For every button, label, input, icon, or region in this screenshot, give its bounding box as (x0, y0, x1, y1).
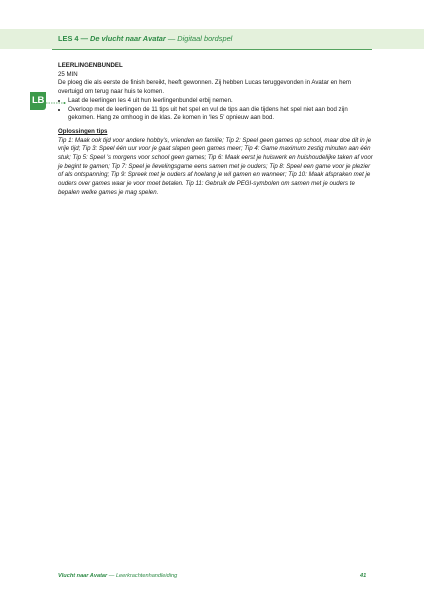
lesson-subtitle: Digitaal bordspel (177, 34, 233, 43)
lesson-number: LES 4 (58, 34, 79, 43)
section-duration: 25 MIN (58, 70, 78, 78)
header-dash: — (165, 34, 178, 43)
section-heading: LEERLINGENBUNDEL (58, 62, 123, 69)
page-number: 41 (360, 573, 367, 579)
list-item: • Laat de leerlingen les 4 uit hun leerlingenbundel erbij nemen. (68, 97, 374, 106)
footer-guide: Leerkrachtenhandleiding (115, 573, 178, 579)
solutions-heading: Oplossingen tips (58, 127, 108, 135)
footer-title (58, 573, 177, 579)
list-item: • Overloop met de leerlingen de 11 tips uit het spel en vul de tips aan die tijdens het spel niet aan bod zijn gekomen. Hang ze omhoog in de klas. Ze komen in ‘les 5’ opnieuw aan bod. (68, 106, 374, 123)
header-rule (52, 49, 372, 50)
section-intro: De ploeg die als eerste de finish bereikt, heeft gewonnen. Zij hebben Lucas teruggevonden in Avatar en hem overtuigd om terug naar huis te komen. (58, 79, 351, 96)
footer-book: Vlucht naar Avatar (58, 573, 108, 579)
main-content (58, 62, 374, 198)
footer-dash: — (107, 573, 116, 579)
solutions-text: Tip 1: Maak ook tijd voor andere hobby’s, vrienden en familie; Tip 2: Speel geen games op school, maar doe dit in je vrije tijd; Tip 3: Speel één uur voor je gaat slapen geen games meer; Tip 4: Game maximum zestig minuten aan één stuk; Tip 5: Speel ’s morgens voor school geen games; Tip 6: Maak eerst je huiswerk en huishoudelijke taken af voor je begint te gamen; Tip 7: Speel je lievelingsgame eens samen met je ouders; Tip 8: Speel een game voor je plezier of als ontspanning; Tip 9: Spreek met je ouders af hoelang je wil gamen en wanneer; Tip 10: Maak afspraken met je ouders over games waar je voor moet betalen. Tip 11: Gebruik de PEGI-symbolen om samen met je ouders te bepalen welke games je mag spelen. (58, 136, 373, 196)
header-dash: — (78, 34, 91, 43)
instruction-list (58, 97, 374, 123)
lesson-title: De vlucht naar Avatar (90, 34, 166, 43)
running-header (58, 34, 232, 44)
lb-badge: LB (30, 92, 46, 110)
